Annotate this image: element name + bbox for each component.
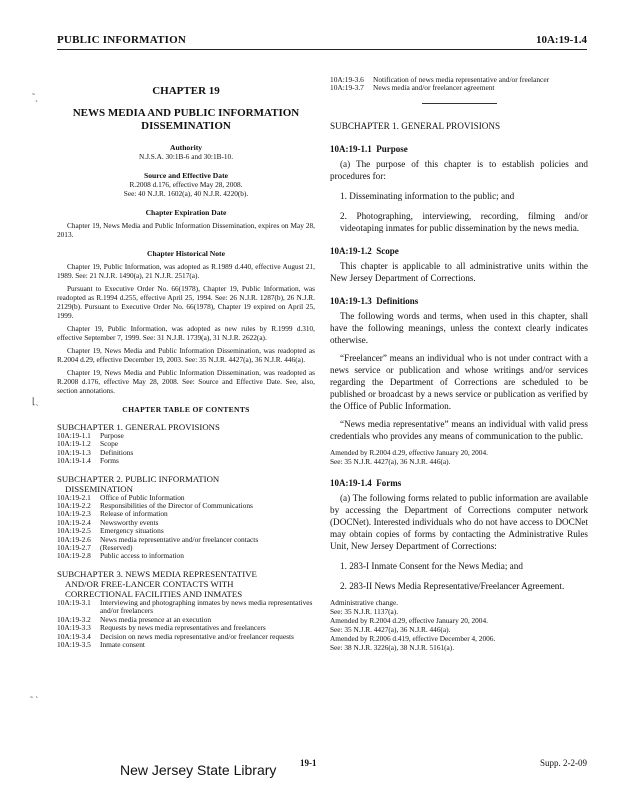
section-number: 10A:19-1.1 bbox=[330, 143, 372, 154]
chapter-title bbox=[57, 107, 315, 133]
history-note: Pursuant to Executive Order No. 66(1978), Chapter 19, Public Information, was readopted as R.1994 d.255, effective April 25, 1994. See: 26 N.J.R. 1287(b), 26 N.J.R. 2129(b). Pursuant to Executive Order No. 66(1978), Chapter 19 expired on April 25, 1999. bbox=[57, 284, 315, 320]
list-item: 1. Disseminating information to the public; and bbox=[340, 190, 515, 201]
toc-entry-number: 10A:19-2.1 bbox=[57, 492, 91, 502]
history-note: Chapter 19, News Media and Public Information Dissemination, was readopted as R.2008 d.176, effective May 28, 2008. See: Source and Effective Date. See, also, section annotations. bbox=[57, 368, 315, 395]
source-heading: Source and Effective Date bbox=[143, 171, 228, 180]
toc-entry-title: News media representative and/or freelancer contacts bbox=[100, 534, 259, 544]
definition: “News media representative” means an individual with valid press credentials who provides any means of communication to the public. bbox=[330, 418, 588, 441]
history-note: Chapter 19, Public Information, was adopted as R.1989 d.440, effective August 21, 1989. See: 21 N.J.R. 1490(a), 21 N.J.R. 2517(a). bbox=[57, 262, 315, 280]
toc-entry bbox=[57, 536, 315, 544]
paragraph: This chapter is applicable to all administrative units within the New Jersey Department of Corrections. bbox=[330, 260, 588, 283]
toc-entry-number: 10A:19-3.1 bbox=[57, 597, 91, 607]
header-title: PUBLIC INFORMATION bbox=[57, 34, 186, 46]
section-title: Purpose bbox=[376, 143, 408, 154]
authority-text: N.J.S.A. 30:1B-6 and 30:1B-10. bbox=[138, 152, 234, 161]
toc-entry-number: 10A:19-2.6 bbox=[57, 534, 91, 544]
toc-entry-number: 10A:19-2.4 bbox=[57, 517, 91, 527]
toc-entry-number: 10A:19-3.4 bbox=[57, 631, 91, 641]
expiration-text: Chapter 19, News Media and Public Information Dissemination, expires on May 28, 2013. bbox=[57, 221, 315, 239]
section-number: 10A:19-1.3 bbox=[330, 295, 372, 306]
toc-entry bbox=[57, 641, 315, 649]
toc-entry-number: 10A:19-1.1 bbox=[57, 431, 91, 440]
section-heading bbox=[330, 478, 588, 488]
running-header bbox=[57, 34, 587, 50]
chapter-title-line2: DISSEMINATION bbox=[141, 120, 231, 132]
toc-subchapter-3 bbox=[57, 569, 315, 599]
toc-entry-title: Requests by news media representatives and freelancers bbox=[100, 623, 266, 633]
toc-entry-title: Forms bbox=[100, 456, 119, 466]
toc-entry-title: News media presence at an execution bbox=[100, 614, 212, 624]
toc-entry bbox=[57, 457, 315, 465]
toc-entry-title: News media and/or freelancer agreement bbox=[373, 83, 495, 93]
toc-entry-title: Release of information bbox=[100, 509, 168, 519]
toc-list-sub3 bbox=[57, 599, 315, 649]
section-heading bbox=[330, 246, 588, 256]
toc-entry-title: Public access to information bbox=[100, 551, 184, 561]
definition: “Freelancer” means an individual who is not under contract with a news service or publication and whose writings and/or services regarding the Department of Corrections are scheduled to be published or broadcast by a news service or publication as verified by the Office of Public Information. bbox=[330, 352, 588, 411]
toc-subchapter-3-line2: AND/OR FREE-LANCER CONTACTS WITH bbox=[65, 578, 234, 589]
toc-heading: CHAPTER TABLE OF CONTENTS bbox=[122, 405, 250, 414]
amendment-note: Amended by R.2004 d.29, effective January 20, 2004. bbox=[330, 447, 488, 457]
section-heading bbox=[330, 296, 588, 306]
toc-entry-number: 10A:19-2.7 bbox=[57, 543, 91, 553]
toc-entry-title: Inmate consent bbox=[100, 639, 145, 649]
history-note: Chapter 19, News Media and Public Information Dissemination, was readopted as R.2004 d.29, effective December 19, 2003. See: 35 N.J.R. 4427(a), 36 N.J.R. 446(a). bbox=[57, 346, 315, 364]
paragraph: (a) The following forms related to public information are available by accessing the Department of Corrections computer network (DOCNet). Interested individuals who do not have access to DOCNet may obtain copies of forms by contacting the Administrative Rules Unit, New Jersey Department of Corrections: bbox=[330, 492, 588, 551]
expiration-heading: Chapter Expiration Date bbox=[145, 208, 227, 217]
toc-entry-number: 10A:19-1.2 bbox=[57, 439, 91, 449]
toc-entry-title: Emergency situations bbox=[100, 526, 164, 536]
toc-list-sub1 bbox=[57, 432, 315, 466]
chapter-title-line1: NEWS MEDIA AND PUBLIC INFORMATION bbox=[72, 107, 300, 119]
toc-entry-title: Interviewing and photographing inmates by news media representatives and/or freelancers bbox=[100, 597, 313, 616]
source-line2: See: 40 N.J.R. 1602(a), 40 N.J.R. 4220(b). bbox=[123, 189, 249, 198]
toc-entry bbox=[57, 432, 315, 440]
toc-subchapter-3-line3: CORRECTIONAL FACILITIES AND INMATES bbox=[65, 588, 243, 599]
toc-entry bbox=[57, 544, 315, 552]
toc-entry-title: Notification of news media representative and/or freelancer bbox=[373, 75, 550, 84]
supplement-date: Supp. 2-2-09 bbox=[540, 758, 587, 768]
list-item: 1. 283-I Inmate Consent for the News Media; and bbox=[340, 560, 523, 571]
toc-entry bbox=[330, 84, 588, 92]
history-heading: Chapter Historical Note bbox=[147, 249, 225, 258]
toc-entry bbox=[57, 599, 315, 616]
section-heading bbox=[330, 144, 588, 154]
toc-entry-number: 10A:19-2.5 bbox=[57, 526, 91, 536]
margin-mark: ˷ ˏ bbox=[30, 688, 39, 698]
toc-entry-title: Decision on news media representative and/or freelancer requests bbox=[100, 631, 294, 641]
toc-entry-number: 10A:19-1.4 bbox=[57, 456, 91, 466]
section-title: Forms bbox=[376, 477, 402, 488]
toc-entry bbox=[57, 519, 315, 527]
list-item: 2. Photographing, interviewing, recording, filming and/or videotaping inmates for public dissemination by the news media. bbox=[340, 210, 588, 233]
toc-entry-title: Newsworthy events bbox=[100, 517, 159, 527]
section-title: Definitions bbox=[376, 295, 419, 306]
amendment-note: Administrative change. bbox=[330, 597, 399, 607]
section-divider bbox=[422, 103, 497, 104]
amendment-note: See: 35 N.J.R. 4427(a), 36 N.J.R. 446(a). bbox=[330, 456, 451, 466]
page-number: 19-1 bbox=[300, 758, 317, 768]
toc-entry-number: 10A:19-2.8 bbox=[57, 551, 91, 561]
amendment-note: See: 35 N.J.R. 1137(a). bbox=[330, 606, 399, 616]
section-number: 10A:19-1.4 bbox=[330, 477, 372, 488]
toc-subchapter-2-line1: SUBCHAPTER 2. PUBLIC INFORMATION bbox=[57, 473, 220, 484]
amendment-note: See: 35 N.J.R. 4427(a), 36 N.J.R. 446(a). bbox=[330, 624, 451, 634]
toc-entry-title: Purpose bbox=[100, 431, 124, 440]
subchapter-1-title: SUBCHAPTER 1. GENERAL PROVISIONS bbox=[330, 120, 501, 131]
authority-heading: Authority bbox=[169, 143, 203, 152]
toc-entry bbox=[57, 633, 315, 641]
toc-subchapter-2 bbox=[57, 474, 315, 494]
margin-mark: ˜ˏ bbox=[32, 92, 38, 102]
paragraph: (a) The purpose of this chapter is to establish policies and procedures for: bbox=[330, 158, 588, 181]
toc-entry-title: Office of Public Information bbox=[100, 492, 185, 502]
toc-subchapter-2-line2: DISSEMINATION bbox=[65, 483, 133, 494]
list-item: 2. 283-II News Media Representative/Freelancer Agreement. bbox=[340, 580, 565, 591]
toc-entry-number: 10A:19-2.3 bbox=[57, 509, 91, 519]
amendment-note: Amended by R.2006 d.419, effective December 4, 2006. bbox=[330, 633, 496, 643]
toc-entry-title: (Reserved) bbox=[100, 543, 133, 553]
history-note: Chapter 19, Public Information, was adopted as new rules by R.1999 d.310, effective September 7, 1999. See: 31 N.J.R. 1739(a), 31 N.J.R. 2622(a). bbox=[57, 324, 315, 342]
toc-entry-title: Definitions bbox=[100, 447, 134, 457]
toc-entry bbox=[57, 552, 315, 560]
toc-entry-number: 10A:19-3.3 bbox=[57, 623, 91, 633]
right-column bbox=[330, 60, 588, 652]
toc-list-sub2 bbox=[57, 494, 315, 561]
header-section-number: 10A:19-1.4 bbox=[535, 34, 587, 46]
amendment-note: Amended by R.2004 d.29, effective January 20, 2004. bbox=[330, 615, 488, 625]
toc-entry bbox=[57, 510, 315, 518]
toc-entry-title: Responsibilities of the Director of Communications bbox=[100, 501, 253, 511]
paragraph: The following words and terms, when used in this chapter, shall have the following meanings, unless the context clearly indicates otherwise. bbox=[330, 310, 588, 345]
source-line1: R.2008 d.176, effective May 28, 2008. bbox=[129, 180, 243, 189]
toc-entry-number: 10A:19-3.7 bbox=[330, 83, 364, 93]
toc-entry-number: 10A:19-1.3 bbox=[57, 447, 91, 457]
amendment-note: See: 38 N.J.R. 3226(a), 38 N.J.R. 5161(a). bbox=[330, 642, 455, 652]
toc-entry bbox=[57, 440, 315, 448]
chapter-number: CHAPTER 19 bbox=[152, 85, 220, 97]
toc-entry-title: Scope bbox=[100, 439, 119, 449]
toc-entry-number: 10A:19-3.6 bbox=[330, 75, 364, 84]
toc-list-continued bbox=[330, 76, 588, 93]
library-stamp: New Jersey State Library bbox=[120, 762, 277, 778]
toc-entry-number: 10A:19-3.5 bbox=[57, 639, 91, 649]
toc-entry bbox=[57, 502, 315, 510]
header-rule bbox=[57, 49, 587, 50]
section-number: 10A:19-1.2 bbox=[330, 245, 372, 256]
toc-entry bbox=[57, 449, 315, 457]
toc-subchapter-1: SUBCHAPTER 1. GENERAL PROVISIONS bbox=[57, 422, 220, 432]
toc-entry-number: 10A:19-3.2 bbox=[57, 614, 91, 624]
toc-entry-number: 10A:19-2.2 bbox=[57, 501, 91, 511]
toc-subchapter-3-line1: SUBCHAPTER 3. NEWS MEDIA REPRESENTATIVE bbox=[57, 568, 257, 579]
amendment-notes bbox=[330, 598, 588, 652]
section-title: Scope bbox=[376, 245, 399, 256]
margin-mark: ⌊ˏ bbox=[32, 396, 39, 406]
left-column bbox=[57, 60, 315, 649]
